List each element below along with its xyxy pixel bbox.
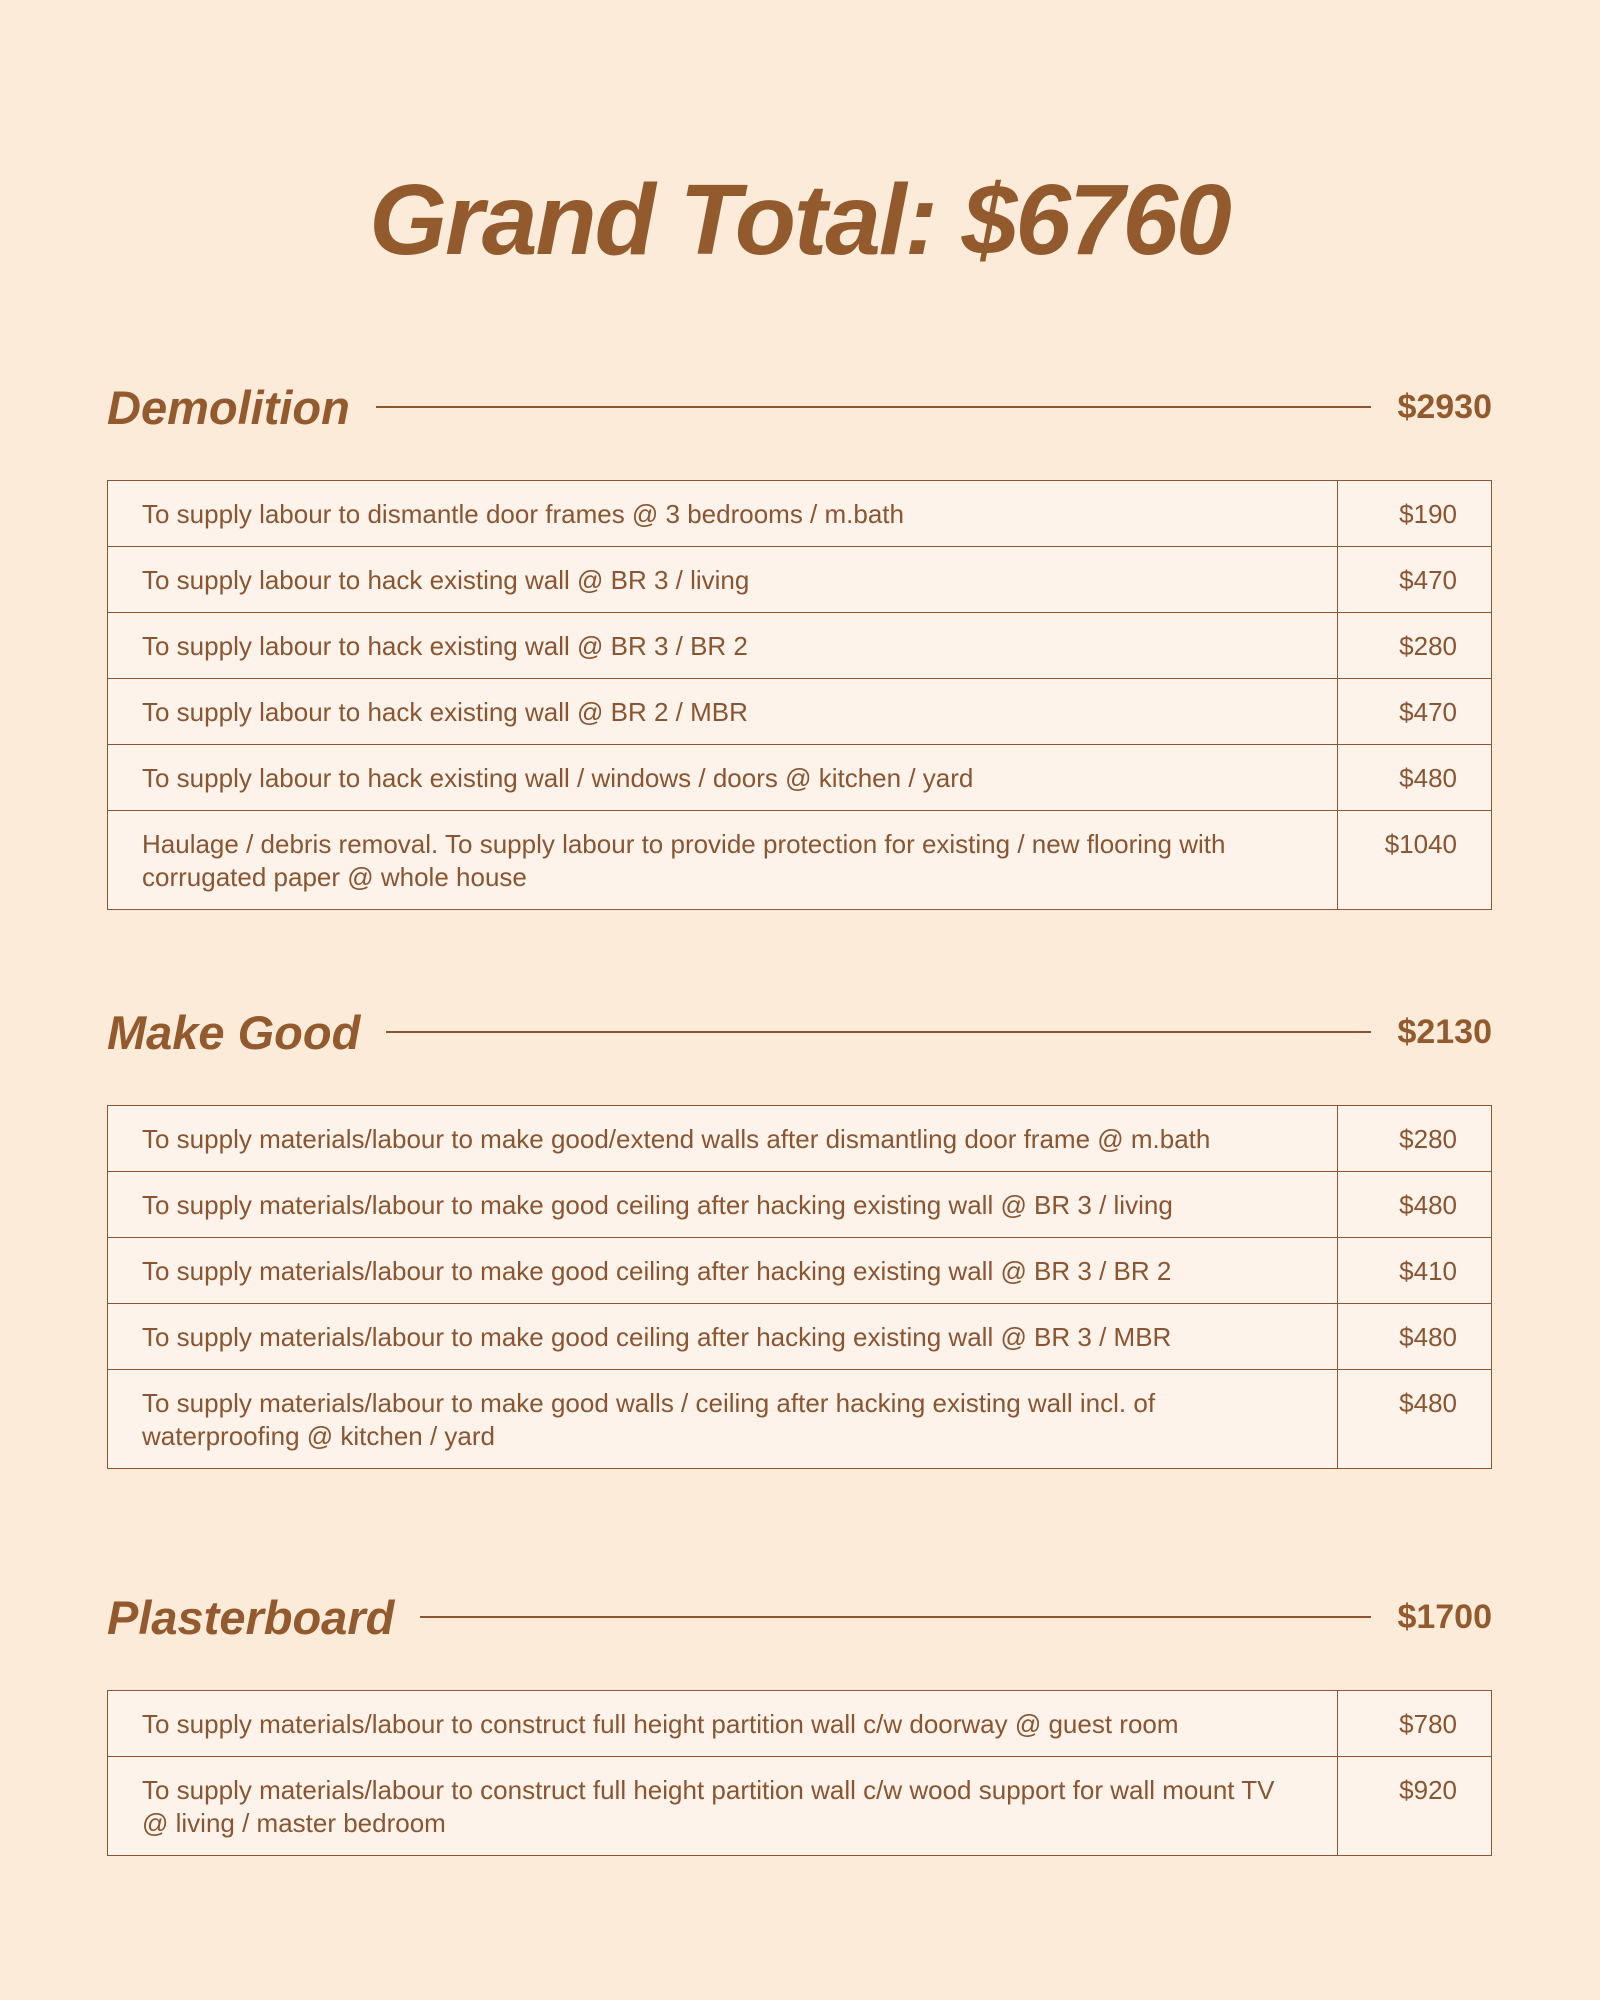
item-price: $1040 bbox=[1338, 811, 1492, 910]
section-plasterboard bbox=[107, 1582, 1492, 1856]
section-total: $1700 bbox=[1397, 1597, 1492, 1636]
item-description: To supply labour to hack existing wall @ BR 3 / living bbox=[108, 547, 1338, 613]
item-description: To supply materials/labour to construct full height partition wall c/w wood support for wall mount TV @ living / master bedroom bbox=[108, 1757, 1338, 1856]
section-divider bbox=[386, 1031, 1371, 1033]
section-demolition bbox=[107, 372, 1492, 910]
table-row bbox=[108, 679, 1492, 745]
item-description: To supply labour to hack existing wall / windows / doors @ kitchen / yard bbox=[108, 745, 1338, 811]
section-title: Plasterboard bbox=[107, 1590, 395, 1644]
grand-total-heading: Grand Total: $6760 bbox=[369, 164, 1230, 276]
item-price: $480 bbox=[1338, 1304, 1492, 1370]
section-header bbox=[107, 997, 1492, 1067]
item-description: To supply labour to hack existing wall @ BR 2 / MBR bbox=[108, 679, 1338, 745]
line-items-table bbox=[107, 480, 1492, 910]
section-header bbox=[107, 1582, 1492, 1652]
item-description: To supply materials/labour to make good ceiling after hacking existing wall @ BR 3 / living bbox=[108, 1172, 1338, 1238]
item-price: $280 bbox=[1338, 1106, 1492, 1172]
table-row bbox=[108, 1370, 1492, 1469]
section-make-good bbox=[107, 997, 1492, 1469]
table-row bbox=[108, 1304, 1492, 1370]
section-total: $2130 bbox=[1397, 1012, 1492, 1051]
item-price: $480 bbox=[1338, 1370, 1492, 1469]
item-description: To supply materials/labour to make good ceiling after hacking existing wall @ BR 3 / MBR bbox=[108, 1304, 1338, 1370]
table-row bbox=[108, 547, 1492, 613]
section-divider bbox=[376, 406, 1372, 408]
item-price: $280 bbox=[1338, 613, 1492, 679]
line-items-table bbox=[107, 1105, 1492, 1469]
table-row bbox=[108, 481, 1492, 547]
item-price: $470 bbox=[1338, 679, 1492, 745]
item-description: To supply labour to hack existing wall @ BR 3 / BR 2 bbox=[108, 613, 1338, 679]
item-description: To supply materials/labour to construct full height partition wall c/w doorway @ guest room bbox=[108, 1691, 1338, 1757]
item-price: $470 bbox=[1338, 547, 1492, 613]
table-row bbox=[108, 745, 1492, 811]
table-row bbox=[108, 1757, 1492, 1856]
item-description: To supply labour to dismantle door frames @ 3 bedrooms / m.bath bbox=[108, 481, 1338, 547]
item-description: To supply materials/labour to make good/extend walls after dismantling door frame @ m.bath bbox=[108, 1106, 1338, 1172]
table-row bbox=[108, 613, 1492, 679]
item-price: $480 bbox=[1338, 745, 1492, 811]
table-row bbox=[108, 1238, 1492, 1304]
table-row bbox=[108, 1106, 1492, 1172]
item-price: $920 bbox=[1338, 1757, 1492, 1856]
section-header bbox=[107, 372, 1492, 442]
item-description: Haulage / debris removal. To supply labour to provide protection for existing / new flooring with corrugated paper @ whole house bbox=[108, 811, 1338, 910]
line-items-table bbox=[107, 1690, 1492, 1856]
item-description: To supply materials/labour to make good walls / ceiling after hacking existing wall incl. of waterproofing @ kitchen / yard bbox=[108, 1370, 1338, 1469]
section-title: Make Good bbox=[107, 1005, 361, 1059]
item-description: To supply materials/labour to make good ceiling after hacking existing wall @ BR 3 / BR 2 bbox=[108, 1238, 1338, 1304]
section-divider bbox=[420, 1616, 1371, 1618]
item-price: $190 bbox=[1338, 481, 1492, 547]
item-price: $410 bbox=[1338, 1238, 1492, 1304]
table-row bbox=[108, 1691, 1492, 1757]
table-row bbox=[108, 1172, 1492, 1238]
table-row bbox=[108, 811, 1492, 910]
section-title: Demolition bbox=[107, 380, 350, 434]
item-price: $780 bbox=[1338, 1691, 1492, 1757]
section-total: $2930 bbox=[1397, 387, 1492, 426]
item-price: $480 bbox=[1338, 1172, 1492, 1238]
